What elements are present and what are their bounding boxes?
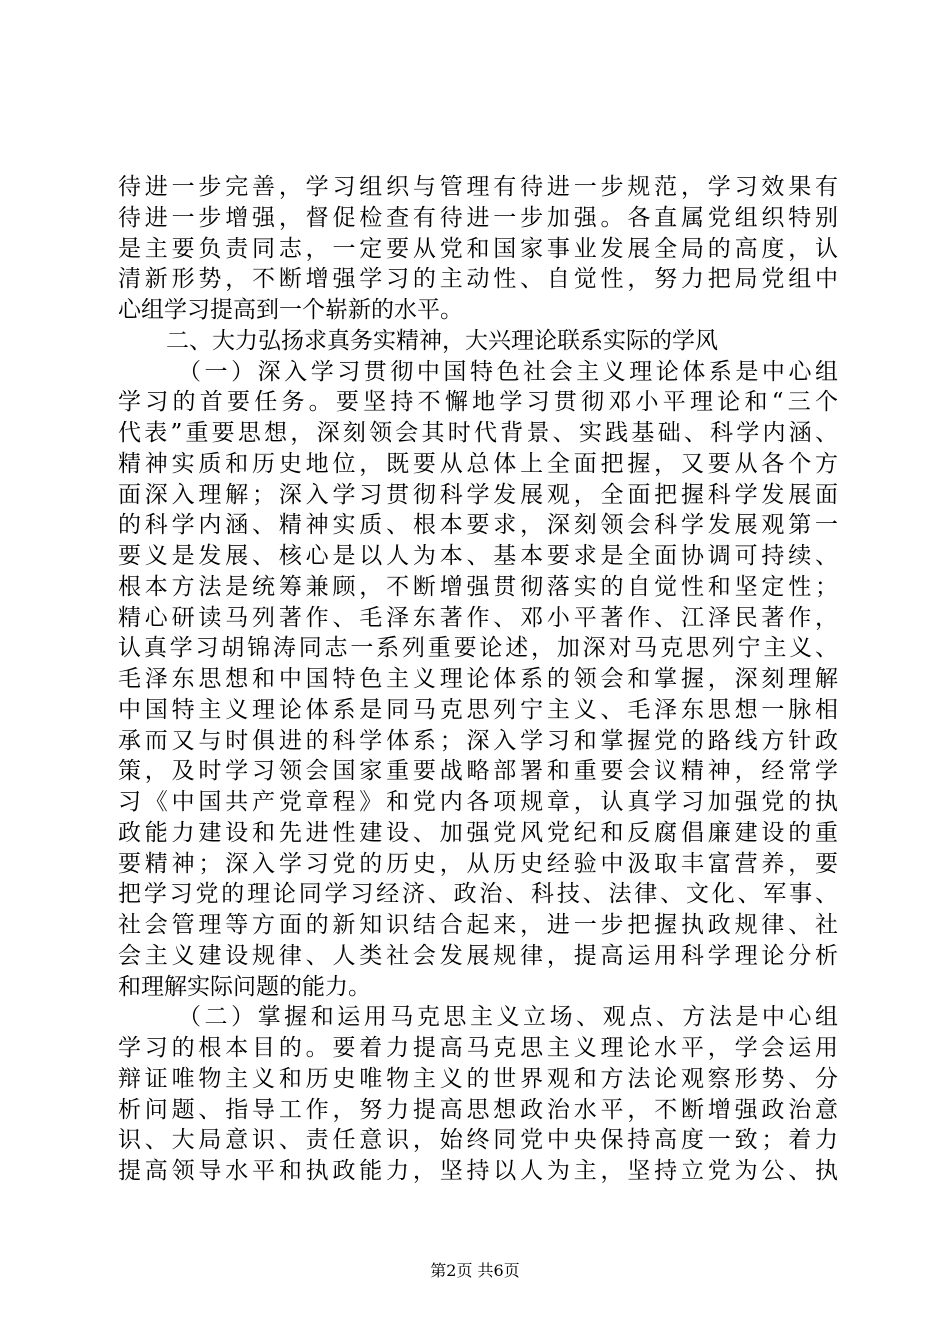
text-line: 待进一步增强，督促检查有待进一步加强。各直属党组织特别 xyxy=(118,204,838,231)
page-number-footer: 第2页 共6页 xyxy=(430,1261,520,1280)
text-line: 和理解实际问题的能力。 xyxy=(118,973,371,1000)
text-line: 待进一步完善，学习组织与管理有待进一步规范，学习效果有 xyxy=(118,174,838,200)
text-line: 习《中国共产党章程》和党内各项规章，认真学习加强党的执 xyxy=(118,789,838,815)
section-heading: 二、大力弘扬求真务实精神，大兴理论联系实际的学风 xyxy=(166,327,718,354)
text-line: 提高领导水平和执政能力，坚持以人为主，坚持立党为公、执 xyxy=(118,1158,838,1184)
text-line: 社会管理等方面的新知识结合起来，进一步把握执政规律、社 xyxy=(118,912,838,938)
text-line: 认真学习胡锦涛同志一系列重要论述，加深对马克思列宁主义、 xyxy=(118,635,838,662)
subsection-first-line: （一）深入学习贯彻中国特色社会主义理论体系是中心组 xyxy=(178,358,838,385)
document-body xyxy=(118,172,838,1187)
text-line: 会主义建设规律、人类社会发展规律，提高运用科学理论分析 xyxy=(118,942,838,969)
text-line: 政能力建设和先进性建设、加强党风党纪和反腐倡廉建设的重 xyxy=(118,819,838,846)
text-line: 面深入理解；深入学习贯彻科学发展观，全面把握科学发展面 xyxy=(118,481,838,508)
text-line: 辩证唯物主义和历史唯物主义的世界观和方法论观察形势、分 xyxy=(118,1065,838,1092)
text-line: 承而又与时俱进的科学体系；深入学习和掌握党的路线方针政 xyxy=(118,727,838,754)
text-line: 根本方法是统筹兼顾，不断增强贯彻落实的自觉性和坚定性； xyxy=(118,573,838,600)
text-line: 把学习党的理论同学习经济、政治、科技、法律、文化、军事、 xyxy=(118,881,838,908)
text-line: 学习的首要任务。要坚持不懈地学习贯彻邓小平理论和“三个 xyxy=(118,389,838,416)
text-line: 要精神；深入学习党的历史，从历史经验中汲取丰富营养，要 xyxy=(118,850,838,877)
subsection-first-line: （二）掌握和运用马克思主义立场、观点、方法是中心组 xyxy=(178,1004,838,1031)
text-line: 清新形势，不断增强学习的主动性、自觉性，努力把局党组中 xyxy=(118,266,838,293)
text-line: 代表”重要思想，深刻领会其时代背景、实践基础、科学内涵、 xyxy=(118,420,838,446)
text-line: 析问题、指导工作，努力提高思想政治水平，不断增强政治意 xyxy=(118,1096,838,1123)
text-line: 精心研读马列著作、毛泽东著作、邓小平著作、江泽民著作， xyxy=(118,604,838,631)
text-line: 心组学习提高到一个崭新的水平。 xyxy=(118,297,463,323)
text-line: 中国特主义理论体系是同马克思列宁主义、毛泽东思想一脉相 xyxy=(118,696,838,723)
text-line: 识、大局意识、责任意识，始终同党中央保持高度一致；着力 xyxy=(118,1127,838,1154)
text-line: 是主要负责同志，一定要从党和国家事业发展全局的高度，认 xyxy=(118,235,838,262)
text-line: 策，及时学习领会国家重要战略部署和重要会议精神，经常学 xyxy=(118,758,838,785)
text-line: 学习的根本目的。要着力提高马克思主义理论水平，学会运用 xyxy=(118,1035,838,1061)
text-line: 的科学内涵、精神实质、根本要求，深刻领会科学发展观第一 xyxy=(118,512,838,539)
text-line: 毛泽东思想和中国特色主义理论体系的领会和掌握，深刻理解 xyxy=(118,666,838,692)
text-line: 要义是发展、核心是以人为本、基本要求是全面协调可持续、 xyxy=(118,543,838,569)
text-line: 精神实质和历史地位，既要从总体上全面把握，又要从各个方 xyxy=(118,450,838,477)
